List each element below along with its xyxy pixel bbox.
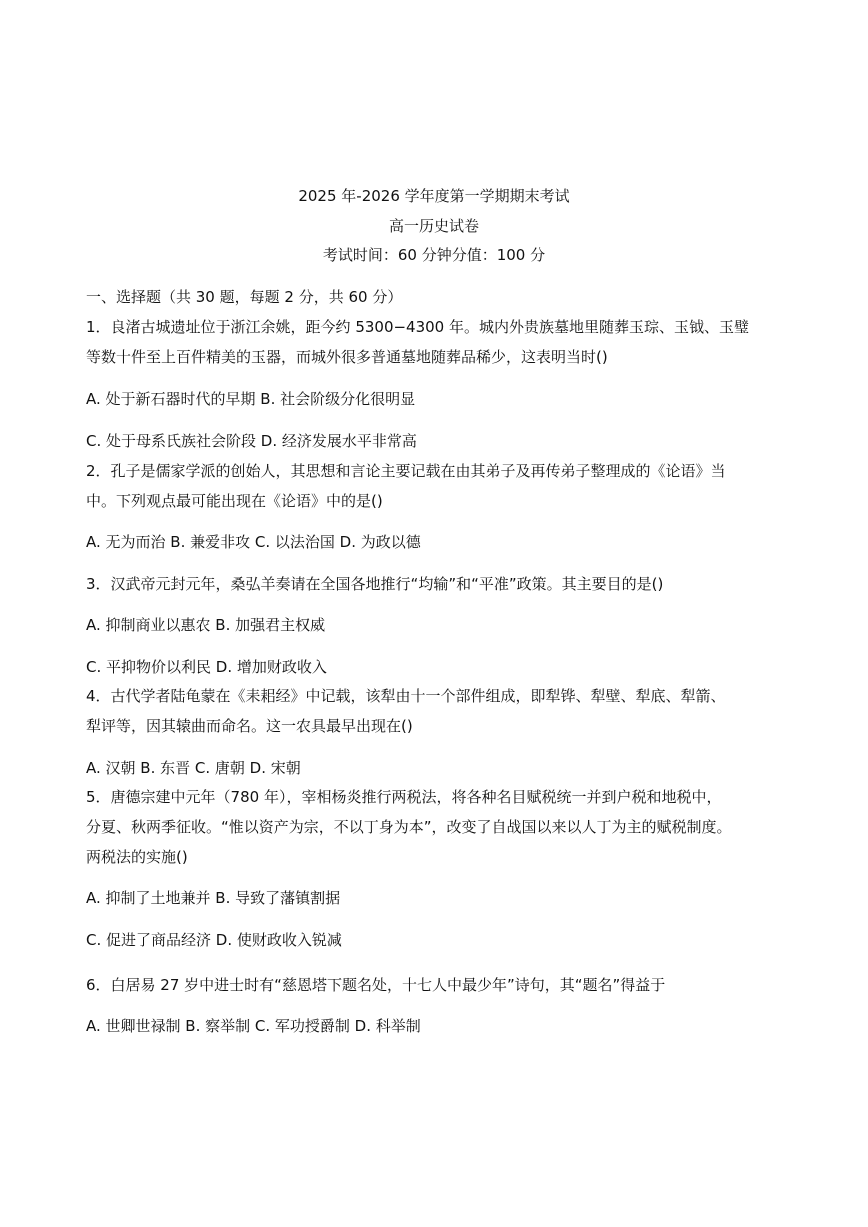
question-5-options-line-2: C. 促进了商品经济 D. 使财政收入锐减	[86, 931, 342, 949]
exam-subtitle: 高一历史试卷	[388, 217, 479, 235]
question-5-stem-line-2: 分夏、秋两季征收。“惟以资产为宗，不以丁身为本”，改变了自战国以来以人丁为主的赋税制度。	[86, 818, 732, 836]
question-4-stem-line-1: 4．古代学者陆龟蒙在《耒耜经》中记载，该犁由十一个部件组成，即犁铧、犁壁、犁底、犁箭、	[86, 687, 726, 705]
question-2-stem-line-2: 中。下列观点最可能出现在《论语》中的是()	[86, 492, 383, 510]
question-5-stem-line-1: 5．唐德宗建中元年（780 年），宰相杨炎推行两税法，将各种名目赋税统一并到户税和地税中，	[86, 788, 722, 806]
question-1-stem-line-2: 等数十件至上百件精美的玉器，而城外很多普通墓地随葬品稀少，这表明当时()	[86, 348, 608, 366]
question-4-options-line-1: A. 汉朝 B. 东晋 C. 唐朝 D. 宋朝	[86, 759, 301, 777]
section-heading: 一、选择题（共 30 题，每题 2 分，共 60 分）	[86, 288, 403, 306]
question-6-stem-line-1: 6．白居易 27 岁中进士时有“慈恩塔下题名处，十七人中最少年”诗句，其“题名”得益于	[86, 976, 666, 994]
question-2-stem-line-1: 2．孔子是儒家学派的创始人，其思想和言论主要记载在由其弟子及再传弟子整理成的《论语》当	[86, 462, 726, 480]
question-4-stem-line-2: 犁评等，因其辕曲而命名。这一农具最早出现在()	[86, 717, 413, 735]
question-2-options-line-1: A. 无为而治 B. 兼爱非攻 C. 以法治国 D. 为政以德	[86, 533, 421, 551]
question-3-stem-line-1: 3．汉武帝元封元年，桑弘羊奏请在全国各地推行“均输”和“平准”政策。其主要目的是()	[86, 575, 664, 593]
question-6-options-line-1: A. 世卿世禄制 B. 察举制 C. 军功授爵制 D. 科举制	[86, 1017, 421, 1035]
exam-title: 2025 年-2026 学年度第一学期期末考试	[298, 187, 570, 205]
question-1-stem-line-1: 1．良渚古城遗址位于浙江余姚，距今约 5300−4300 年。城内外贵族墓地里随葬玉琮、玉钺、玉璧	[86, 318, 749, 336]
question-3-options-line-2: C. 平抑物价以利民 D. 增加财政收入	[86, 658, 327, 676]
question-3-options-line-1: A. 抑制商业以惠农 B. 加强君主权威	[86, 616, 326, 634]
question-5-stem-line-3: 两税法的实施()	[86, 848, 188, 866]
exam-info: 考试时间：60 分钟分值：100 分	[322, 246, 546, 264]
question-1-options-line-1: A. 处于新石器时代的早期 B. 社会阶级分化很明显	[86, 390, 416, 408]
question-1-options-line-2: C. 处于母系氏族社会阶段 D. 经济发展水平非常高	[86, 432, 417, 450]
question-5-options-line-1: A. 抑制了土地兼并 B. 导致了藩镇割据	[86, 889, 341, 907]
